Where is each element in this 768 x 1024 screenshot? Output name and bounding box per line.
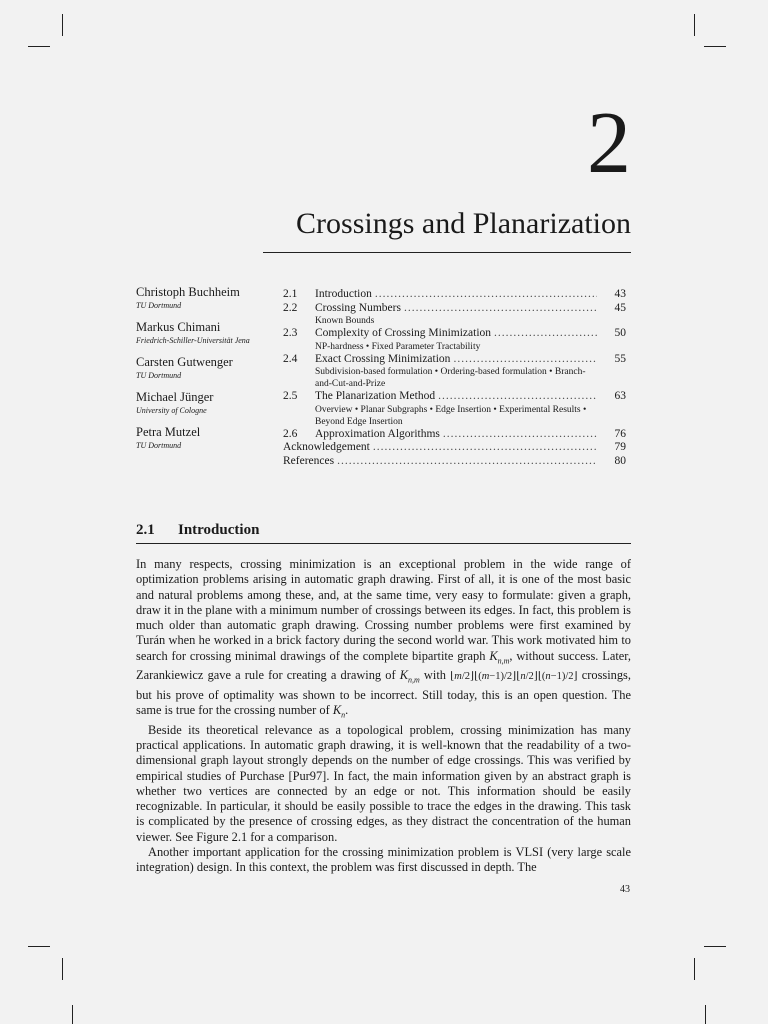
toc-entry-title: Exact Crossing Minimization [315,352,451,365]
author-name: Michael Jünger [136,390,214,404]
section-title: Introduction [178,522,260,538]
toc-entry-page: 79 [614,441,626,453]
toc-entry-number: 2.1 [283,288,298,300]
title-rule [263,252,631,253]
author-name: Markus Chimani [136,320,221,334]
toc-leader [494,327,597,341]
crop-mark [28,46,50,47]
toc-leader [373,441,597,455]
crop-mark [72,1005,73,1024]
chapter-title: Crossings and Planarization [296,207,631,240]
author-name: Carsten Gutwenger [136,355,233,369]
paragraph: Another important application for the crossing minimization problem is VLSI (very large scale integration) design. In this context, the problem was first discussed in depth. The [136,844,631,875]
toc-entry-page: 80 [614,454,626,467]
toc-entry-title: Introduction [315,288,372,300]
toc-leader [443,428,597,442]
toc-entry-title: Approximation Algorithms [315,427,440,440]
toc-entry [283,302,626,316]
author-name: Christoph Buchheim [136,285,240,299]
author [136,285,276,311]
crop-mark [694,14,695,36]
toc-entry-number: 2.2 [283,301,298,314]
author [136,320,276,346]
toc-entry [283,428,626,442]
toc-entry-title: Crossing Numbers [315,301,401,314]
toc-entry-number: 2.6 [283,427,298,440]
toc-entry-title: Complexity of Crossing Minimization [315,327,492,339]
toc-subentries: Overview • Planar Subgraphs • Edge Insertion • Experimental Results • Beyond Edge Insertion [315,404,587,427]
toc-entry-number: 2.4 [283,352,298,365]
toc-entry-title: The Planarization Method [315,390,436,402]
author-name: Petra Mutzel [136,425,201,439]
table-of-contents [283,288,626,468]
author-affiliation: TU Dortmund [136,441,182,450]
author-list [136,285,276,460]
toc-leader [438,390,597,404]
toc-entry-title: Acknowledgement [283,441,370,453]
crop-mark [694,958,695,980]
toc-entry [283,353,626,367]
crop-mark [704,946,726,947]
toc-subentries: Known Bounds [315,316,375,326]
toc-entry-page: 76 [614,427,626,440]
toc-entry-page: 55 [614,352,626,365]
crop-mark [704,46,726,47]
toc-entry-number: 2.5 [283,390,298,402]
author [136,355,276,381]
toc-entry [283,327,626,341]
author-affiliation: TU Dortmund [136,301,182,310]
toc-entry-page: 45 [614,301,626,314]
section-number: 2.1 [136,522,155,538]
toc-entry [283,390,626,404]
crop-mark [28,946,50,947]
crop-mark [62,14,63,36]
crop-mark [62,958,63,980]
toc-entry [283,288,626,302]
toc-entry-number: 2.3 [283,327,298,339]
toc-entry-page: 43 [614,288,626,300]
toc-leader [404,302,597,316]
chapter-number: 2 [587,95,631,192]
author-affiliation: University of Cologne [136,406,207,415]
toc-entry-page: 63 [614,390,626,402]
paragraph: In many respects, crossing minimization is an exceptional problem in the wide range of optimization problems arising in automatic graph drawing. First of all, it is one of the most basic and natural problems among these, and, at the same time, very easy to formulate: given a graph, draw it in the plane with a minimum number of crossings between its edges. In fact, this problem is much older than automatic graph drawing. Crossing number problems were first examined by Turán when he worked in a brick factory during the second world war. This work motivated him to search for crossing minimal drawings of the complete bipartite graph $K_{n,m}$, without success. Later, Zarankiewicz gave a rule for creating a drawing of $K_{n,m}$ with ⌊m/2⌋⌊(m−1)/2⌋⌊n/2⌋⌊(n−1)/2⌋ crossings, but his prove of optimality was shown to be incorrect. Still today, this is an open question. The same is true for the crossing number of $K_n$. [136,557,631,720]
toc-entry-title: References [283,454,335,467]
author-affiliation: Friedrich-Schiller-Universität Jena [136,336,250,345]
toc-entry-page: 50 [614,327,626,339]
author [136,425,276,451]
section-heading [136,522,631,544]
toc-entry [283,455,626,469]
toc-entry [283,441,626,455]
body-text [136,557,631,875]
toc-subentries: NP-hardness • Fixed Parameter Tractability [315,341,481,352]
paragraph: Beside its theoretical relevance as a topological problem, crossing minimization has many practical applications. In automatic graph drawing, it is well-known that the readability of a two-dimensional graph layout strongly depends on the number of edge crossings. This was verified by empirical studies of Purchase [Pur97]. In fact, the main information given by an abstract graph is whether two vertices are connected by an edge or not. This information should be easily recognizable. In particular, it should be easily possible to trace the edges in the drawing. This task is complicated by the presence of crossing edges, as they distract the concentration of the human viewer. See Figure 2.1 for a comparison. [136,722,631,844]
toc-leader [337,455,597,469]
author [136,390,276,416]
toc-subentries: Subdivision-based formulation • Ordering-based formulation • Branch-and-Cut-and-Prize [315,367,586,389]
author-affiliation: TU Dortmund [136,371,182,380]
toc-leader [453,353,597,367]
crop-mark [705,1005,706,1024]
toc-leader [375,288,597,302]
page-number: 43 [620,884,630,895]
